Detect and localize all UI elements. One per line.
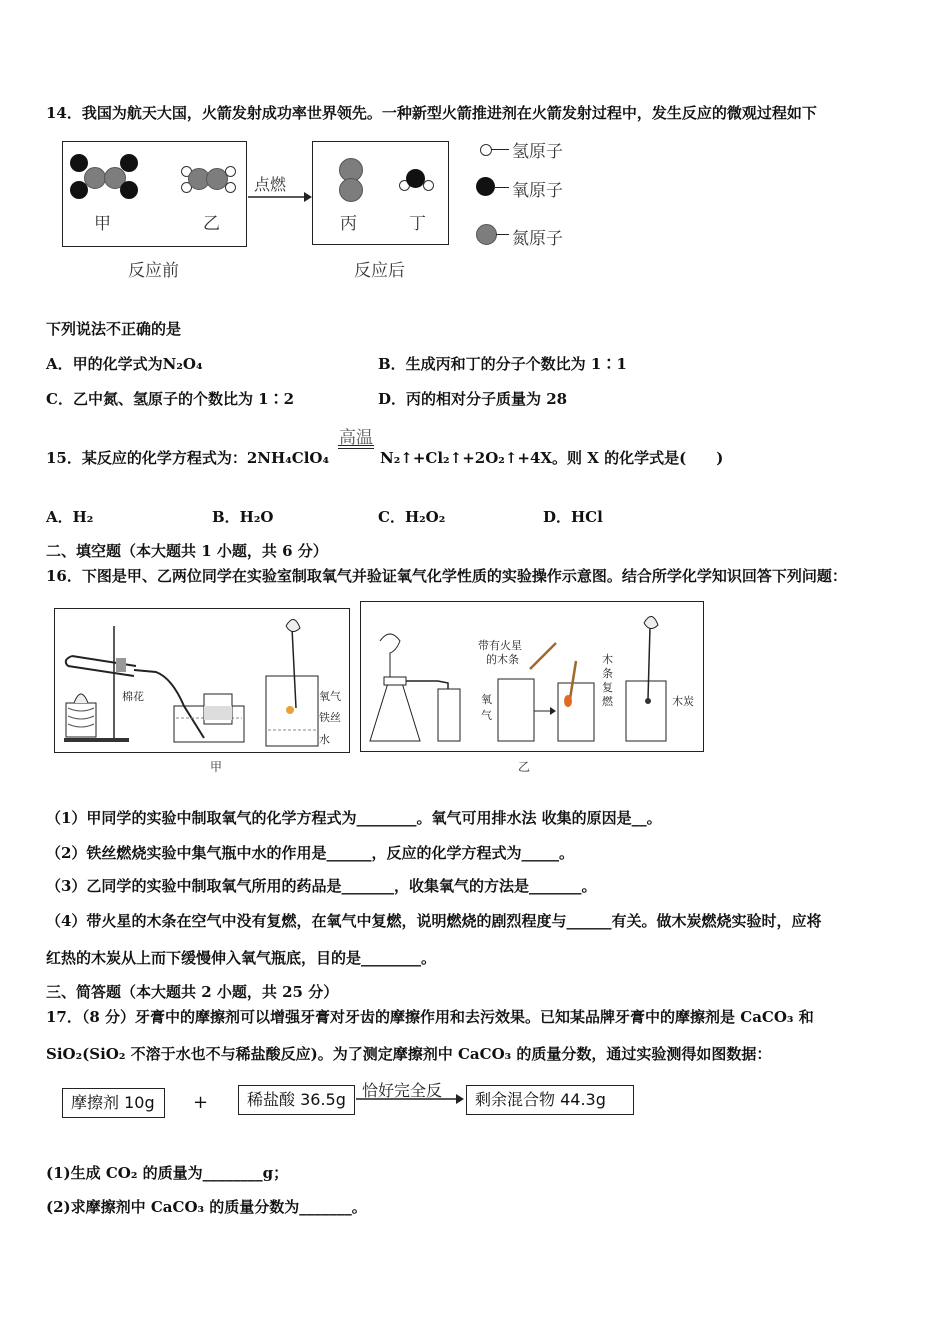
- section-3-heading: 三、简答题（本大题共 2 小题，共 25 分）: [46, 983, 339, 1001]
- q14-option-b: B．生成丙和丁的分子个数比为 1∶1: [378, 355, 627, 373]
- arrow-label: 点燃: [254, 175, 287, 194]
- legend-nitrogen-label: 氮原子: [512, 229, 563, 249]
- q17-part-1: (1)生成 CO₂ 的质量为________g；: [46, 1164, 289, 1182]
- q15-stem-left: 15．某反应的化学方程式为：2NH₄ClO₄: [46, 449, 330, 467]
- q14-stem: 14．我国为航天大国，火箭发射成功率世界领先。一种新型火箭推进剂在火箭发射过程中，发生反应的微观过程如下: [46, 104, 817, 122]
- before-label: 反应前: [128, 261, 179, 281]
- legend-oxygen-label: 氧原子: [512, 181, 563, 201]
- q14-question: 下列说法不正确的是: [46, 320, 182, 338]
- label-relight-3: 复: [602, 681, 613, 694]
- label-o2: 气: [481, 709, 492, 722]
- q14-option-d: D．丙的相对分子质量为 28: [378, 390, 568, 408]
- label-relight-2: 条: [602, 667, 613, 680]
- label-bing: 丙: [340, 214, 357, 234]
- q15-option-c: C．H₂O₂: [378, 508, 446, 526]
- q17-part-2: (2)求摩擦剂中 CaCO₃ 的质量分数为_______。: [46, 1198, 367, 1216]
- q17-stem-1: 17．（8 分）牙膏中的摩擦剂可以增强牙膏对牙齿的摩擦作用和去污效果。已知某品牌牙膏中的摩擦剂是 CaCO₃ 和: [46, 1008, 814, 1026]
- hydrogen-atom: [225, 166, 236, 177]
- label-jia: 甲: [94, 214, 111, 234]
- label-relight-4: 燃: [602, 695, 613, 708]
- q15-option-a: A．H₂: [46, 508, 94, 526]
- flow-box-abrasive: 摩擦剂 10g: [62, 1088, 165, 1118]
- flow-box-residue: 剩余混合物 44.3g: [466, 1085, 634, 1115]
- legend-oxygen-icon: [476, 177, 495, 196]
- q16-stem: 16．下图是甲、乙两位同学在实验室制取氧气并验证氧气化学性质的实验操作示意图。结合所学化学知识回答下列问题：: [46, 567, 847, 585]
- after-box: [312, 141, 449, 245]
- label-spark-1: 带有火星: [478, 639, 522, 652]
- reaction-condition: 高温: [339, 428, 373, 448]
- flow-plus: +: [193, 1092, 209, 1113]
- flow-box-acid: 稀盐酸 36.5g: [238, 1085, 355, 1115]
- after-label: 反应后: [354, 261, 405, 281]
- label-ding: 丁: [409, 214, 426, 234]
- q15-stem-right: N₂↑+Cl₂↑+2O₂↑+4X。则 X 的化学式是( ): [380, 449, 724, 467]
- legend-hydrogen-label: 氢原子: [512, 142, 563, 162]
- fig-yi-label: 乙: [518, 760, 531, 774]
- apparatus-yi-drawing: [360, 601, 702, 750]
- oxygen-atom: [70, 154, 88, 172]
- flow-arrow-label: 恰好完全反: [362, 1081, 443, 1100]
- hydrogen-atom: [225, 182, 236, 193]
- q15-option-d: D．HCl: [543, 508, 603, 526]
- q16-part-2: （2）铁丝燃烧实验中集气瓶中水的作用是______，反应的化学方程式为_____。: [46, 844, 574, 862]
- label-charcoal: 木炭: [672, 695, 694, 708]
- label-oxygen: 氧气: [319, 690, 341, 703]
- oxygen-atom: [70, 181, 88, 199]
- q14-option-a: A．甲的化学式为N₂O₄: [46, 355, 203, 373]
- q14-option-c: C．乙中氮、氢原子的个数比为 1∶2: [46, 390, 295, 408]
- legend-hydrogen-icon: [480, 144, 492, 156]
- q16-part-4a: （4）带火星的木条在空气中没有复燃，在氧气中复燃，说明燃烧的剧烈程度与______有关。做木炭燃烧实验时，应将: [46, 912, 822, 930]
- q16-part-3: （3）乙同学的实验中制取氧气所用的药品是_______，收集氧气的方法是_______。: [46, 877, 597, 895]
- label-cotton: 棉花: [122, 690, 144, 703]
- q15-option-b: B．H₂O: [212, 508, 274, 526]
- fig-jia-label: 甲: [210, 760, 223, 774]
- reaction-arrow-icon: [246, 190, 314, 204]
- q17-stem-2: SiO₂(SiO₂ 不溶于水也不与稀盐酸反应)。为了测定摩擦剂中 CaCO₃ 的质量分数，通过实验测得如图数据：: [46, 1045, 772, 1063]
- apparatus-jia-drawing: [54, 608, 348, 751]
- oxygen-atom: [120, 181, 138, 199]
- label-o1: 氧: [481, 693, 492, 706]
- label-iron-wire: 铁丝: [319, 711, 341, 724]
- flow-arrow-icon: [354, 1092, 466, 1106]
- label-water: 水: [319, 733, 330, 746]
- hydrogen-atom: [423, 180, 434, 191]
- q16-part-1: （1）甲同学的实验中制取氧气的化学方程式为________。氧气可用排水法 收集的原因是__。: [46, 809, 662, 827]
- section-2-heading: 二、填空题（本大题共 1 小题，共 6 分）: [46, 542, 328, 560]
- nitrogen-atom: [339, 178, 363, 202]
- q16-part-4b: 红热的木炭从上而下缓慢伸入氧气瓶底，目的是________。: [46, 949, 437, 967]
- label-spark-2: 的木条: [486, 653, 519, 666]
- label-relight-1: 木: [602, 653, 613, 666]
- label-yi: 乙: [203, 214, 220, 234]
- legend-nitrogen-icon: [476, 224, 497, 245]
